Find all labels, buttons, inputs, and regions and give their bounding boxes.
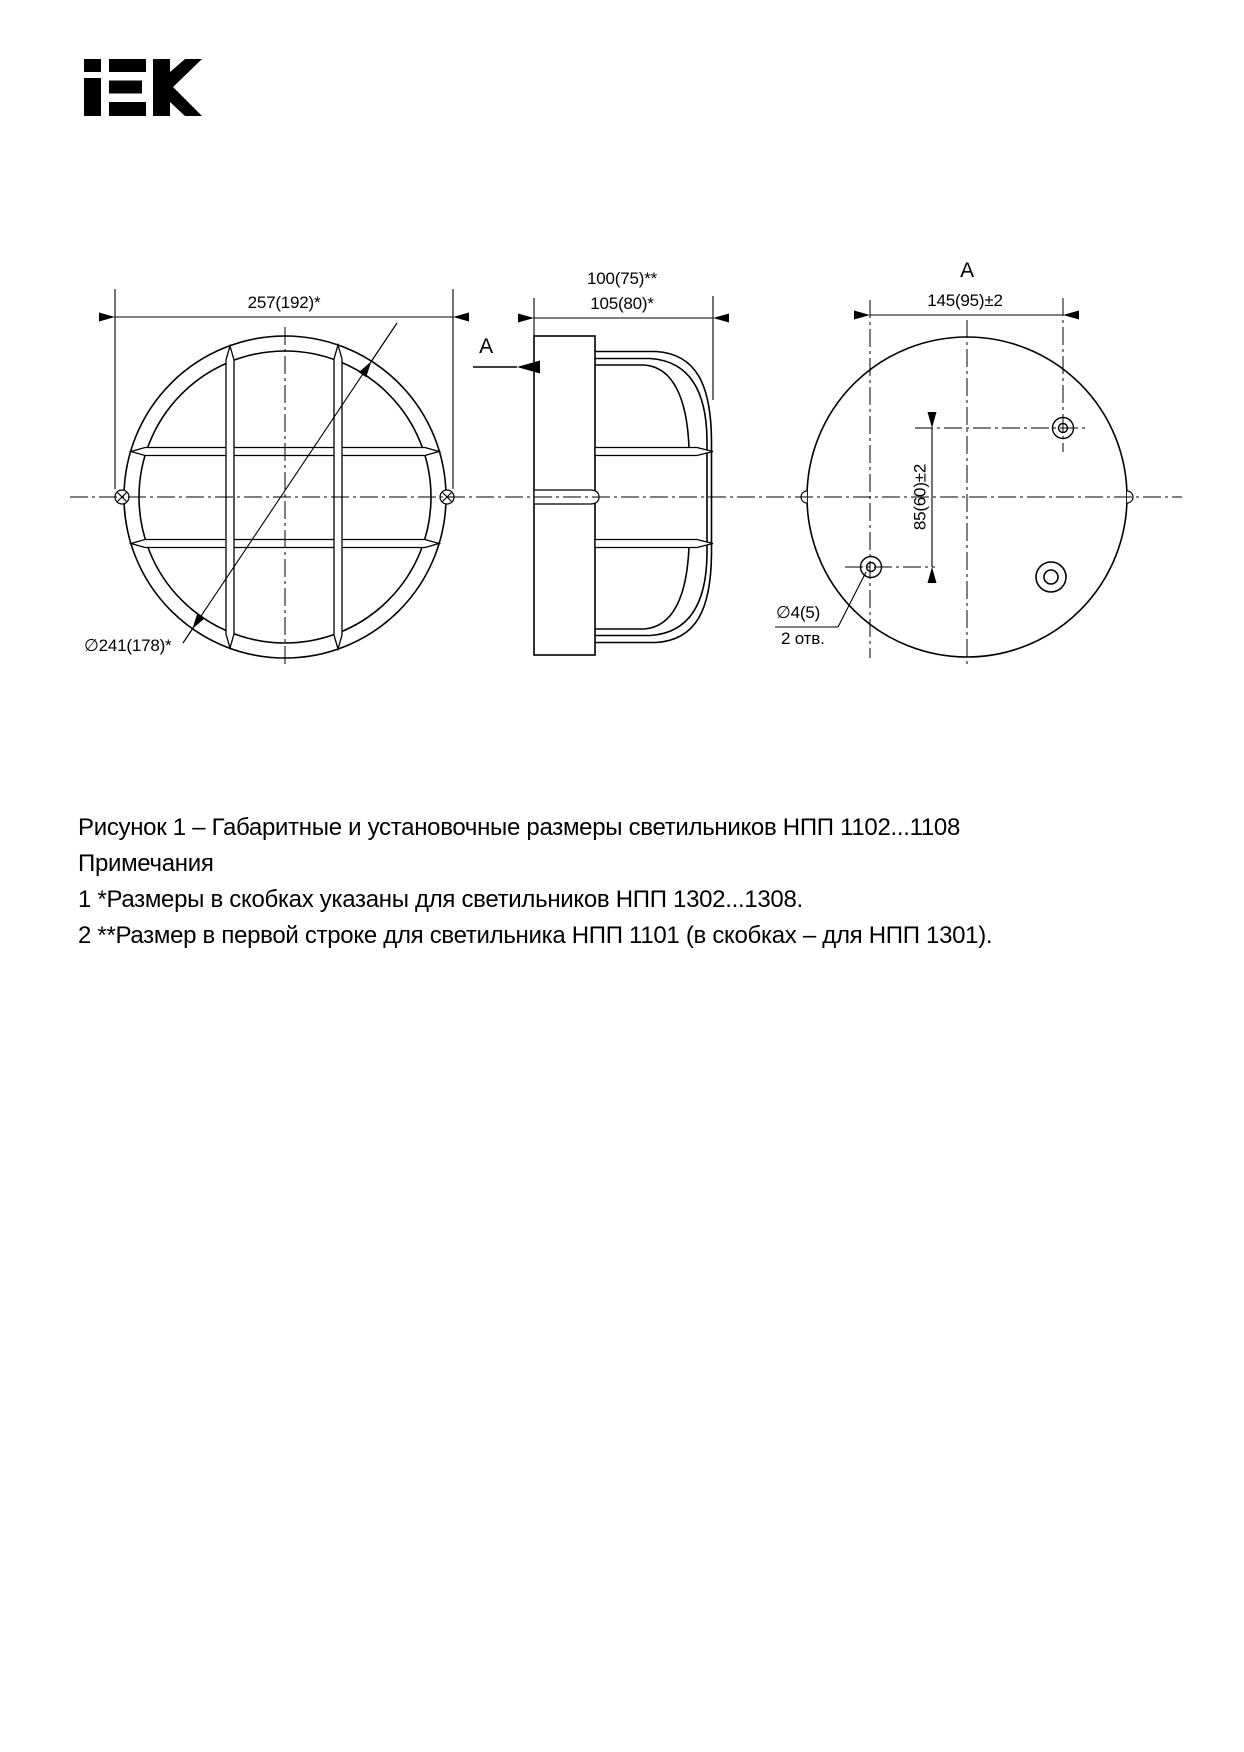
grid-rib-edge (595, 540, 713, 548)
logo-k-upper-arm (170, 59, 202, 90)
logo-k-lower-arm (170, 84, 202, 116)
logo-e-bottom-bar (109, 102, 146, 116)
rear-view-label: А (960, 259, 974, 282)
front-dia-leader (183, 323, 397, 643)
notes-title: Примечания (78, 850, 214, 877)
side-view (534, 336, 713, 655)
note-1: 1 *Размеры в скобках указаны для светильников НПП 1302...1308. (78, 886, 803, 913)
centerlines (70, 298, 1182, 668)
logo-i-stem (84, 78, 101, 116)
grid-rib-edge (595, 448, 713, 456)
side-dome-inner-top (595, 365, 689, 448)
note-2: 2 **Размер в первой строке для светильника НПП 1101 (в скобках – для НПП 1301). (78, 922, 993, 949)
side-dome-inner-bottom (595, 547, 689, 630)
side-depth-dim-label-top: 100(75)** (586, 269, 658, 288)
figure-caption-line: Рисунок 1 – Габаритные и установочные размеры светильников НПП 1102...1108 (78, 814, 961, 841)
figure-caption (78, 810, 1158, 954)
section-arrow-label: А (479, 335, 493, 358)
logo-e-top-bar (109, 59, 146, 72)
iek-logo (84, 59, 202, 116)
hole-count-label: 2 отв. (781, 629, 825, 648)
front-dia-leader-arrow-lower (183, 629, 192, 643)
side-depth-dim-label-bottom: 105(80)* (590, 294, 654, 313)
rear-span-dim-label: 145(95)±2 (927, 291, 1003, 310)
front-lens-dia-label: ∅241(178)* (84, 636, 172, 655)
logo-e-mid-bar (109, 81, 142, 94)
logo-k-stem (153, 59, 170, 116)
hole-dia-leader (838, 572, 866, 627)
rear-cable-entry-hole (1036, 562, 1066, 592)
front-width-dim-label: 257(192)* (247, 293, 321, 312)
hole-dia-label: ∅4(5) (776, 603, 821, 622)
front-dia-leader-arrow-upper (371, 323, 397, 361)
logo-i-dot (84, 59, 101, 72)
rear-offset-dim-label: 85(60)±2 (910, 463, 930, 531)
